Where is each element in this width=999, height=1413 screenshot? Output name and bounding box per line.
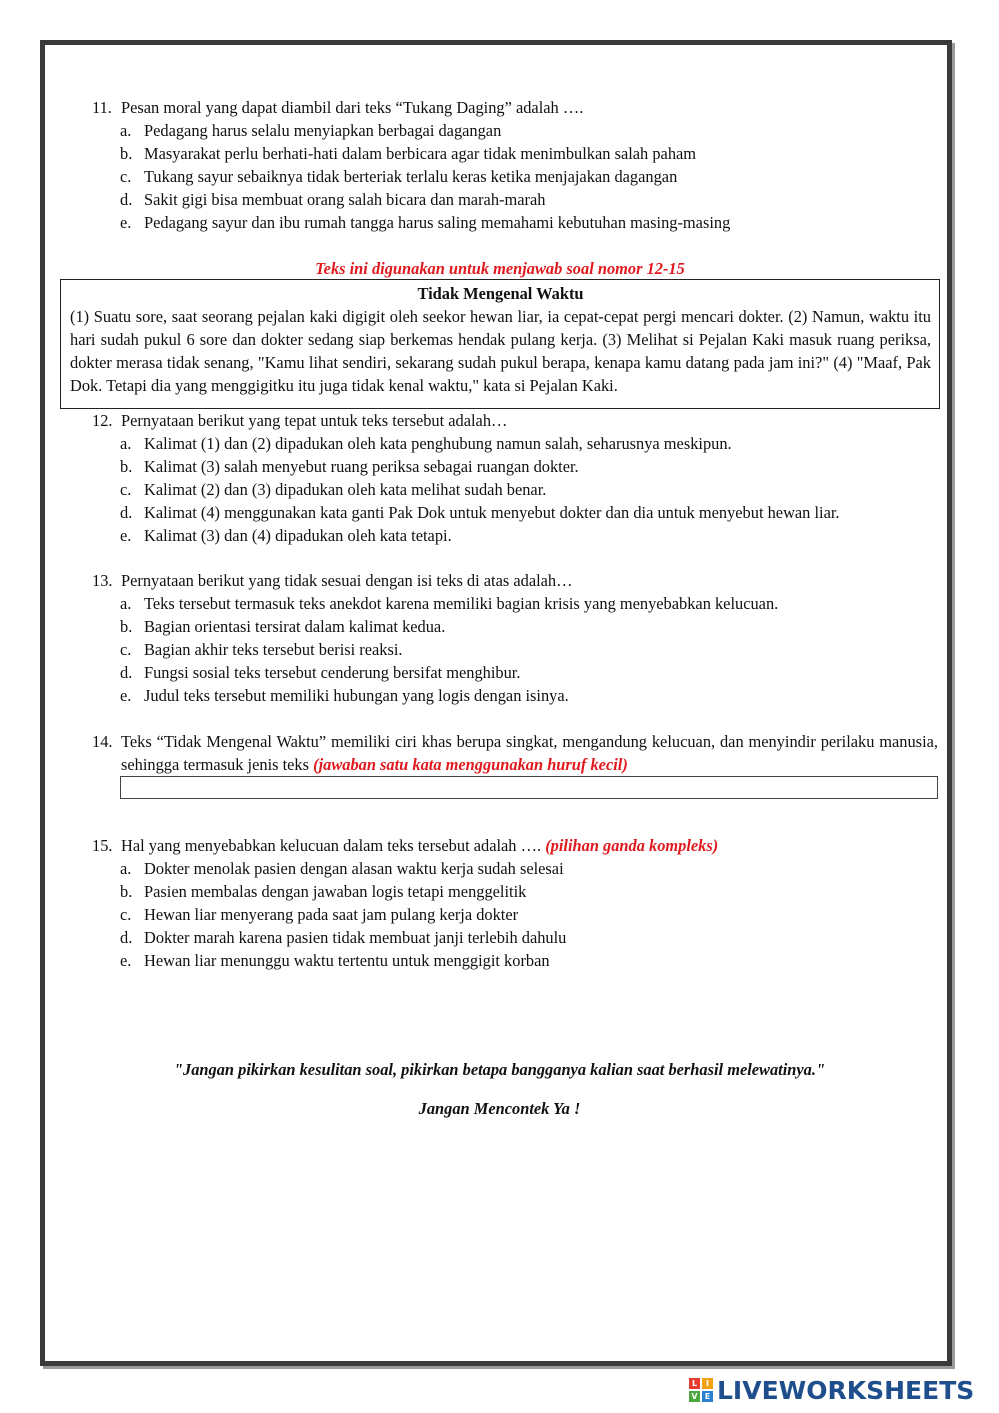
question-text: Pernyataan berikut yang tidak sesuai dengan isi teks di atas adalah… [121,571,573,590]
question-11-stem [92,96,583,119]
question-13-stem [92,569,573,592]
option-e: e. Kalimat (3) dan (4) dipadukan oleh kata tetapi. [120,526,452,545]
logo-text: LIVEWORKSHEETS [717,1375,975,1405]
option-a: a. Teks tersebut termasuk teks anekdot karena memiliki bagian krisis yang menyebabkan kelucuan. [120,594,779,613]
question-12-options [120,432,840,547]
option-d: d. Fungsi sosial teks tersebut cenderung bersifat menghibur. [120,663,521,682]
question-text: Pesan moral yang dapat diambil dari teks “Tukang Daging” adalah …. [121,98,584,117]
option-a: a. Kalimat (1) dan (2) dipadukan oleh kata penghubung namun salah, seharusnya meskipun. [120,434,732,453]
question-13-options [120,592,778,707]
option-a[interactable]: a. Dokter menolak pasien dengan alasan waktu kerja sudah selesai [120,859,564,878]
logo-tiles [689,1378,713,1402]
option-d: d. Kalimat (4) menggunakan kata ganti Pak Dok untuk menyebut dokter dan dia untuk menyebut hewan liar. [120,503,840,522]
question-11-options [120,119,730,234]
question-text: Teks “Tidak Mengenal Waktu” memiliki ciri khas berupa singkat, mengandung kelucuan, dan menyindir perilaku manusia, sehingga termasuk jenis teks (jawaban satu kata menggunakan huruf kecil) [121,732,938,774]
question-number: 12. [92,411,113,430]
option-c: c. Kalimat (2) dan (3) dipadukan oleh kata melihat sudah benar. [120,480,547,499]
passage-title: Tidak Mengenal Waktu [417,284,584,303]
question-number: 14. [92,732,113,751]
answer-input-14[interactable] [120,776,938,799]
question-number: 15. [92,836,113,855]
option-c: c. Tukang sayur sebaiknya tidak berteriak terlalu keras ketika menjajakan dagangan [120,167,678,186]
liveworksheets-logo [689,1375,974,1405]
passage-heading: Teks ini digunakan untuk menjawab soal nomor 12-15 [315,259,685,278]
option-d: d. Sakit gigi bisa membuat orang salah bicara dan marah-marah [120,190,546,209]
question-text: Pernyataan berikut yang tepat untuk teks tersebut adalah… [121,411,508,430]
logo-tile: E [702,1391,713,1402]
logo-tile: V [689,1391,700,1402]
logo-tile: I [702,1378,713,1389]
option-b: b. Masyarakat perlu berhati-hati dalam berbicara agar tidak menimbulkan salah paham [120,144,697,163]
question-number: 13. [92,571,113,590]
question-12-stem [92,409,507,432]
option-b[interactable]: b. Pasien membalas dengan jawaban logis tetapi menggelitik [120,882,527,901]
passage-body: (1) Suatu sore, saat seorang pejalan kaki digigit oleh seekor hewan liar, ia cepat-cepat pergi mencari dokter. (2) Namun, waktu itu hari sudah pukul 6 sore dan dokter sedang siap berkemas hendak pulang kerja. (3) Melihat si Pejalan Kaki masuk ruang periksa, dokter merasa tidak senang, "Kamu lihat sendiri, sekarang sudah pukul berapa, kenapa kamu datang pada jam ini?" (4) "Maaf, Pak Dok. Tetapi dia yang menggigitku itu juga tidak kenal waktu," kata si Pejalan Kaki. [70,307,931,395]
question-number: 11. [92,98,112,117]
option-e: e. Pedagang sayur dan ibu rumah tangga harus saling memahami kebutuhan masing-masing [120,213,731,232]
option-e[interactable]: e. Hewan liar menunggu waktu tertentu untuk menggigit korban [120,951,550,970]
passage-box [60,279,940,409]
option-e: e. Judul teks tersebut memiliki hubungan yang logis dengan isinya. [120,686,569,705]
question-15-options [120,857,566,972]
question-14 [92,730,938,776]
option-a: a. Pedagang harus selalu menyiapkan berbagai dagangan [120,121,502,140]
option-c[interactable]: c. Hewan liar menyerang pada saat jam pulang kerja dokter [120,905,519,924]
question-instruction: (pilihan ganda kompleks) [545,836,719,855]
question-instruction: (jawaban satu kata menggunakan huruf kecil) [313,755,628,774]
option-b: b. Bagian orientasi tersirat dalam kalimat kedua. [120,617,446,636]
logo-tile: L [689,1378,700,1389]
question-15-stem [92,834,718,857]
motivational-quote: "Jangan pikirkan kesulitan soal, pikirkan betapa bangganya kalian saat berhasil melewatinya." [173,1060,826,1079]
option-c: c. Bagian akhir teks tersebut berisi reaksi. [120,640,403,659]
option-d[interactable]: d. Dokter marah karena pasien tidak membuat janji terlebih dahulu [120,928,567,947]
question-text: Hal yang menyebabkan kelucuan dalam teks tersebut adalah …. [121,836,546,855]
reminder-text: Jangan Mencontek Ya ! [418,1099,581,1118]
option-b: b. Kalimat (3) salah menyebut ruang periksa sebagai ruangan dokter. [120,457,579,476]
